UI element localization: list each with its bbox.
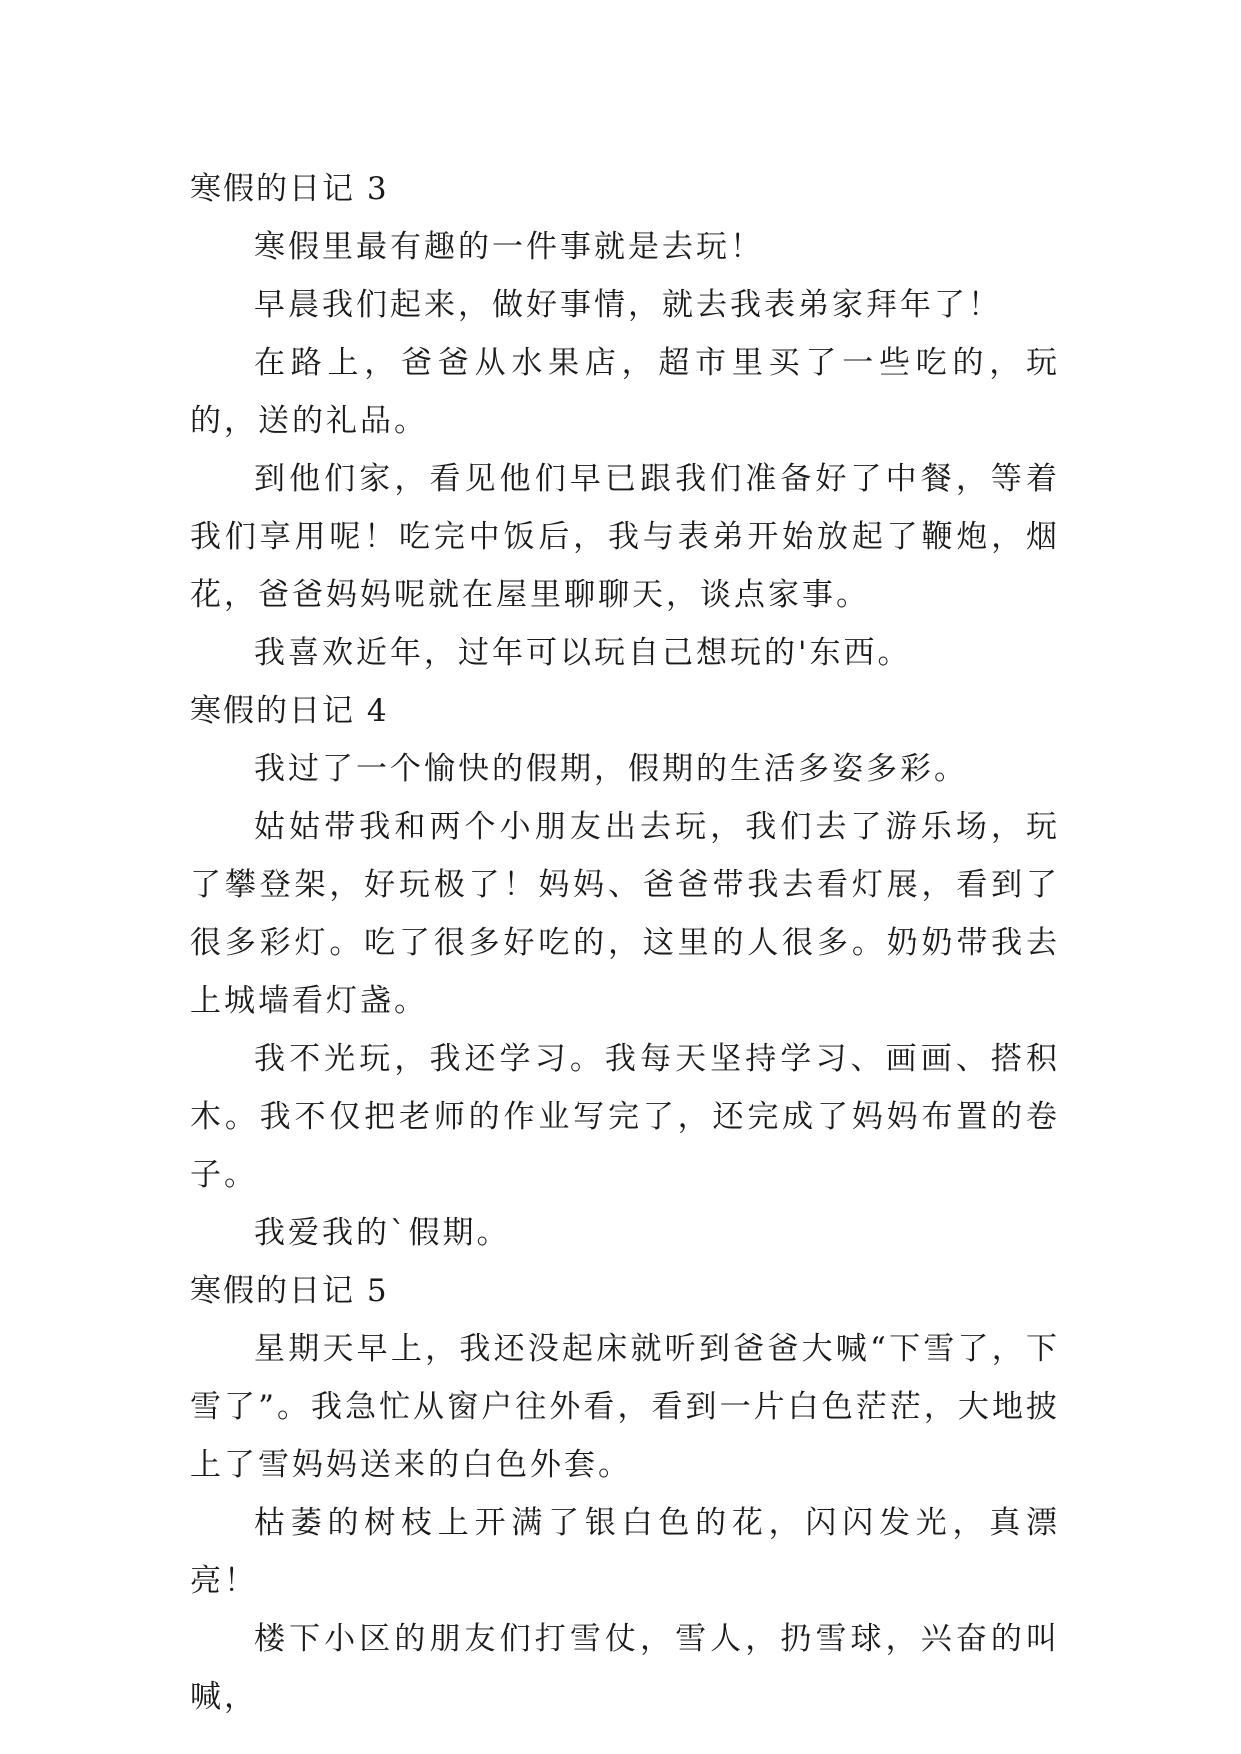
paragraph: 我过了一个愉快的假期，假期的生活多姿多彩。: [254, 751, 968, 787]
paragraph: 我喜欢近年，过年可以玩自己想玩的'东西。: [254, 635, 912, 671]
entry-title: 寒假的日记 3: [190, 171, 389, 207]
paragraph: 寒假里最有趣的一件事就是去玩！: [254, 229, 764, 265]
diary-entry-3: [190, 160, 1060, 682]
entry-title: 寒假的日记 4: [190, 693, 389, 729]
paragraph: 我爱我的`假期。: [254, 1215, 511, 1251]
paragraph: 到他们家，看见他们早已跟我们准备好了中餐，等着我们享用呢！吃完中饭后，我与表弟开始放起了鞭炮，烟花，爸爸妈妈呢就在屋里聊聊天，谈点家事。: [190, 461, 1060, 613]
diary-entry-5: [190, 1262, 1060, 1726]
paragraph: 星期天早上，我还没起床就听到爸爸大喊“下雪了，下雪了”。我急忙从窗户往外看，看到一片白色茫茫，大地披上了雪妈妈送来的白色外套。: [190, 1331, 1060, 1483]
paragraph: 枯萎的树枝上开满了银白色的花，闪闪发光，真漂亮！: [190, 1505, 1060, 1599]
paragraph: 姑姑带我和两个小朋友出去玩，我们去了游乐场，玩了攀登架，好玩极了！妈妈、爸爸带我去看灯展，看到了很多彩灯。吃了很多好吃的，这里的人很多。奶奶带我去上城墙看灯盏。: [190, 809, 1060, 1019]
paragraph: 早晨我们起来，做好事情，就去我表弟家拜年了！: [254, 287, 1002, 323]
paragraph: 楼下小区的朋友们打雪仗，雪人，扔雪球，兴奋的叫喊，: [190, 1621, 1060, 1715]
paragraph: 在路上，爸爸从水果店，超市里买了一些吃的，玩的，送的礼品。: [190, 345, 1060, 439]
entry-title: 寒假的日记 5: [190, 1273, 389, 1309]
diary-entry-4: [190, 682, 1060, 1262]
document-body: [190, 160, 1060, 1726]
paragraph: 我不光玩，我还学习。我每天坚持学习、画画、搭积木。我不仅把老师的作业写完了，还完成了妈妈布置的卷子。: [190, 1041, 1060, 1193]
